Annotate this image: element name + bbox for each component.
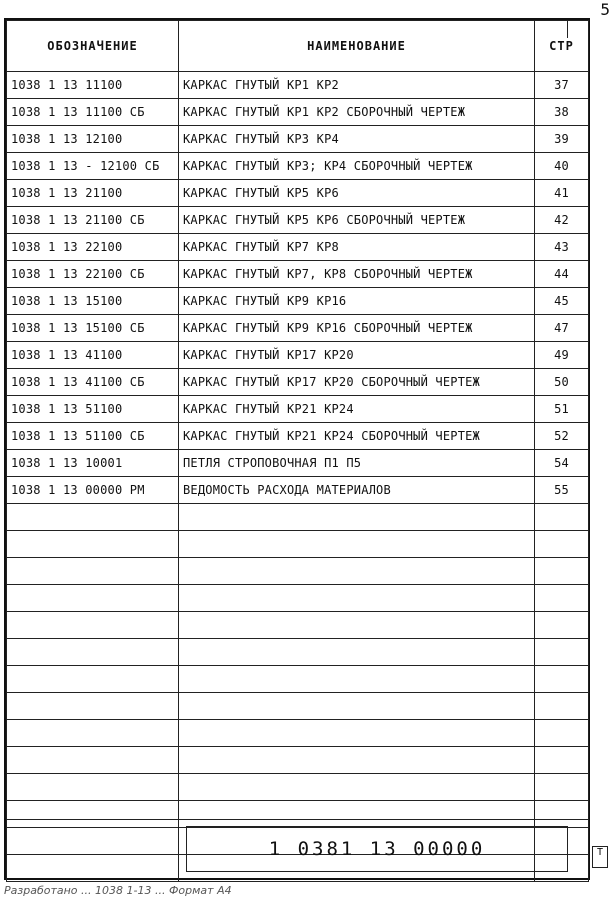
row-page: 52 — [535, 423, 589, 450]
table-row — [7, 180, 589, 207]
document-code: 1 0381 13 00000 — [186, 826, 568, 872]
row-designation: 1038 1 13 41100 — [7, 342, 179, 369]
row-page: 40 — [535, 153, 589, 180]
row-designation: 1038 1 13 15100 СБ — [7, 315, 179, 342]
row-page: 51 — [535, 396, 589, 423]
row-designation: 1038 1 13 11100 СБ — [7, 99, 179, 126]
empty-cell — [535, 774, 589, 801]
empty-row — [7, 720, 589, 747]
table-row — [7, 450, 589, 477]
empty-cell — [179, 558, 535, 585]
table-row — [7, 126, 589, 153]
empty-cell — [179, 504, 535, 531]
empty-cell — [7, 558, 179, 585]
row-name: КАРКАС ГНУТЫЙ КР5 КР6 СБОРОЧНЫЙ ЧЕРТЕЖ — [179, 207, 535, 234]
empty-cell — [179, 774, 535, 801]
row-name: КАРКАС ГНУТЫЙ КР21 КР24 СБОРОЧНЫЙ ЧЕРТЕЖ — [179, 423, 535, 450]
empty-cell — [535, 639, 589, 666]
row-page: 47 — [535, 315, 589, 342]
empty-row — [7, 612, 589, 639]
table-row — [7, 369, 589, 396]
row-page: 54 — [535, 450, 589, 477]
empty-row — [7, 558, 589, 585]
empty-cell — [7, 531, 179, 558]
empty-cell — [7, 666, 179, 693]
header-name: НАИМЕНОВАНИЕ — [179, 21, 535, 72]
row-designation: 1038 1 13 22100 СБ — [7, 261, 179, 288]
empty-row — [7, 666, 589, 693]
empty-cell — [179, 693, 535, 720]
row-page: 38 — [535, 99, 589, 126]
document-sheet — [4, 18, 590, 880]
empty-cell — [535, 747, 589, 774]
row-name: КАРКАС ГНУТЫЙ КР17 КР20 — [179, 342, 535, 369]
empty-cell — [7, 639, 179, 666]
sheet-number: 5 — [600, 0, 610, 19]
empty-cell — [535, 666, 589, 693]
row-name: ПЕТЛЯ СТРОПОВОЧНАЯ П1 П5 — [179, 450, 535, 477]
row-page: 55 — [535, 477, 589, 504]
row-name: КАРКАС ГНУТЫЙ КР21 КР24 — [179, 396, 535, 423]
row-designation: 1038 1 13 - 12100 СБ — [7, 153, 179, 180]
row-designation: 1038 1 13 00000 РМ — [7, 477, 179, 504]
table-row — [7, 261, 589, 288]
empty-cell — [535, 531, 589, 558]
row-designation: 1038 1 13 21100 — [7, 180, 179, 207]
row-name: КАРКАС ГНУТЫЙ КР1 КР2 — [179, 72, 535, 99]
row-designation: 1038 1 13 15100 — [7, 288, 179, 315]
title-block-left-cell — [6, 820, 179, 878]
empty-cell — [535, 585, 589, 612]
empty-cell — [179, 585, 535, 612]
table-body — [7, 72, 589, 882]
empty-cell — [535, 693, 589, 720]
empty-row — [7, 585, 589, 612]
row-designation: 1038 1 13 10001 — [7, 450, 179, 477]
empty-cell — [179, 747, 535, 774]
empty-cell — [7, 693, 179, 720]
empty-row — [7, 747, 589, 774]
empty-cell — [179, 720, 535, 747]
empty-row — [7, 504, 589, 531]
header-page: СТР — [535, 21, 589, 72]
row-page: 42 — [535, 207, 589, 234]
header-designation: ОБОЗНАЧЕНИЕ — [7, 21, 179, 72]
table-row — [7, 477, 589, 504]
empty-row — [7, 774, 589, 801]
empty-row — [7, 639, 589, 666]
row-designation: 1038 1 13 22100 — [7, 234, 179, 261]
row-name: КАРКАС ГНУТЫЙ КР9 КР16 — [179, 288, 535, 315]
row-name: КАРКАС ГНУТЫЙ КР3 КР4 — [179, 126, 535, 153]
empty-cell — [535, 612, 589, 639]
row-page: 41 — [535, 180, 589, 207]
empty-cell — [179, 531, 535, 558]
row-name: КАРКАС ГНУТЫЙ КР9 КР16 СБОРОЧНЫЙ ЧЕРТЕЖ — [179, 315, 535, 342]
table-row — [7, 207, 589, 234]
table-row — [7, 342, 589, 369]
empty-cell — [179, 639, 535, 666]
row-page: 50 — [535, 369, 589, 396]
contents-table — [6, 20, 589, 882]
row-page: 44 — [535, 261, 589, 288]
table-row — [7, 315, 589, 342]
table-row — [7, 423, 589, 450]
empty-cell — [535, 720, 589, 747]
empty-cell — [535, 558, 589, 585]
empty-cell — [7, 720, 179, 747]
title-block — [6, 819, 588, 878]
row-page: 49 — [535, 342, 589, 369]
empty-cell — [7, 774, 179, 801]
row-designation: 1038 1 13 41100 СБ — [7, 369, 179, 396]
empty-cell — [7, 612, 179, 639]
empty-row — [7, 531, 589, 558]
table-row — [7, 288, 589, 315]
row-designation: 1038 1 13 12100 — [7, 126, 179, 153]
row-name: ВЕДОМОСТЬ РАСХОДА МАТЕРИАЛОВ — [179, 477, 535, 504]
footer-note: Разработано ... 1038 1-13 ... Формат А4 — [4, 884, 232, 897]
empty-cell — [7, 747, 179, 774]
table-header-row — [7, 21, 589, 72]
margin-mark: Т — [592, 846, 608, 868]
table-row — [7, 72, 589, 99]
empty-cell — [7, 585, 179, 612]
row-designation: 1038 1 13 21100 СБ — [7, 207, 179, 234]
row-name: КАРКАС ГНУТЫЙ КР3; КР4 СБОРОЧНЫЙ ЧЕРТЕЖ — [179, 153, 535, 180]
row-page: 39 — [535, 126, 589, 153]
row-page: 45 — [535, 288, 589, 315]
row-name: КАРКАС ГНУТЫЙ КР17 КР20 СБОРОЧНЫЙ ЧЕРТЕЖ — [179, 369, 535, 396]
empty-cell — [535, 504, 589, 531]
row-name: КАРКАС ГНУТЫЙ КР5 КР6 — [179, 180, 535, 207]
empty-row — [7, 693, 589, 720]
row-designation: 1038 1 13 51100 — [7, 396, 179, 423]
row-designation: 1038 1 13 11100 — [7, 72, 179, 99]
row-name: КАРКАС ГНУТЫЙ КР7, КР8 СБОРОЧНЫЙ ЧЕРТЕЖ — [179, 261, 535, 288]
table-row — [7, 153, 589, 180]
row-name: КАРКАС ГНУТЫЙ КР7 КР8 — [179, 234, 535, 261]
row-page: 37 — [535, 72, 589, 99]
table-row — [7, 234, 589, 261]
row-designation: 1038 1 13 51100 СБ — [7, 423, 179, 450]
row-name: КАРКАС ГНУТЫЙ КР1 КР2 СБОРОЧНЫЙ ЧЕРТЕЖ — [179, 99, 535, 126]
empty-cell — [7, 504, 179, 531]
empty-cell — [179, 666, 535, 693]
row-page: 43 — [535, 234, 589, 261]
empty-cell — [179, 612, 535, 639]
table-row — [7, 99, 589, 126]
table-row — [7, 396, 589, 423]
